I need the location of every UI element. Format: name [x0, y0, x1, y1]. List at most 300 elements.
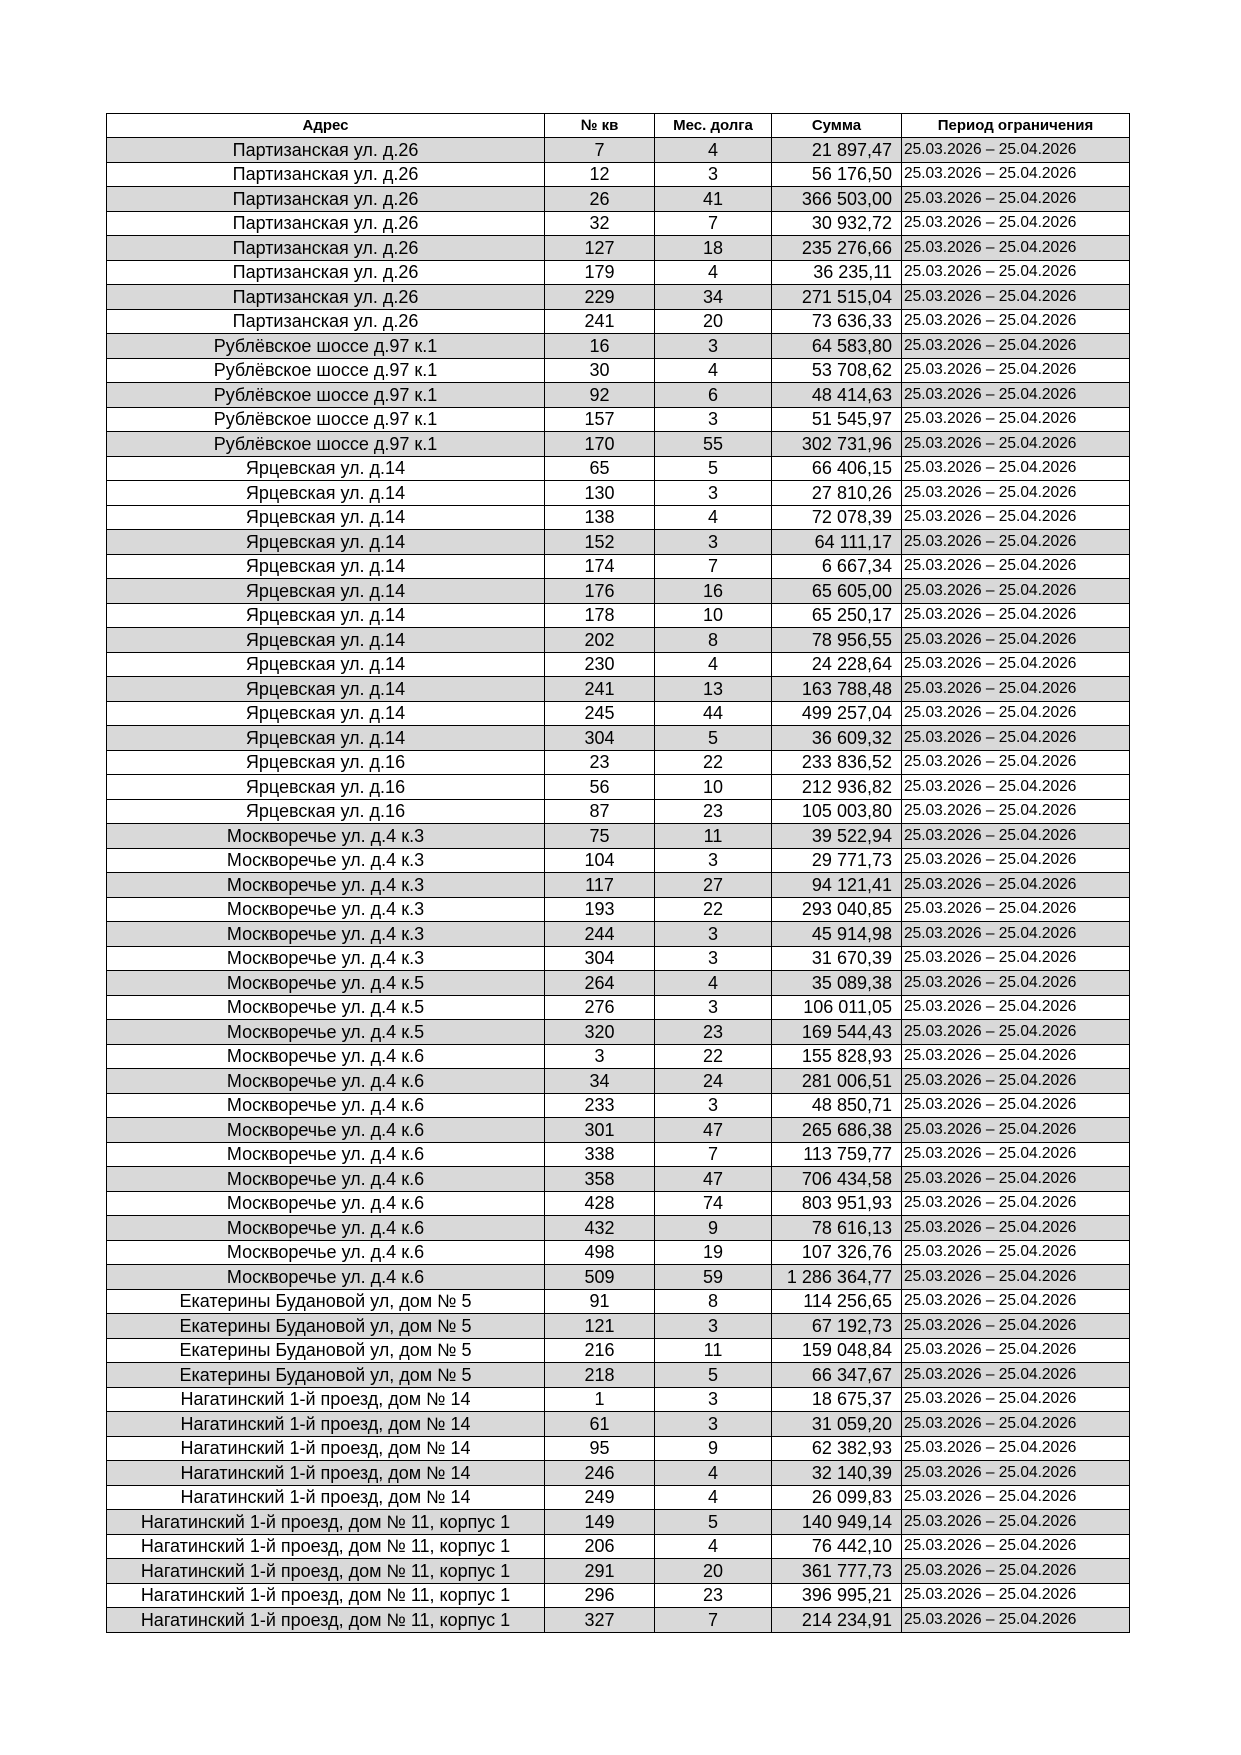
cell-address: Москворечье ул. д.4 к.5: [107, 1020, 545, 1045]
cell-period: 25.03.2026 – 25.04.2026: [902, 824, 1130, 849]
debt-table: [106, 113, 1130, 1633]
table-row: [107, 897, 1130, 922]
cell-amount: 803 951,93: [772, 1191, 902, 1216]
cell-apartment: 249: [545, 1485, 655, 1510]
table-row: [107, 1436, 1130, 1461]
cell-months: 3: [655, 407, 772, 432]
cell-apartment: 291: [545, 1559, 655, 1584]
cell-address: Партизанская ул. д.26: [107, 309, 545, 334]
cell-months: 44: [655, 701, 772, 726]
cell-address: Нагатинский 1-й проезд, дом № 14: [107, 1461, 545, 1486]
cell-amount: 62 382,93: [772, 1436, 902, 1461]
cell-address: Ярцевская ул. д.14: [107, 481, 545, 506]
cell-months: 22: [655, 897, 772, 922]
cell-address: Ярцевская ул. д.14: [107, 628, 545, 653]
cell-address: Партизанская ул. д.26: [107, 138, 545, 163]
cell-address: Москворечье ул. д.4 к.6: [107, 1069, 545, 1094]
header-months: Мес. долга: [655, 114, 772, 138]
cell-period: 25.03.2026 – 25.04.2026: [902, 1436, 1130, 1461]
table-row: [107, 334, 1130, 359]
cell-period: 25.03.2026 – 25.04.2026: [902, 1093, 1130, 1118]
cell-address: Ярцевская ул. д.14: [107, 554, 545, 579]
table-row: [107, 1534, 1130, 1559]
cell-amount: 105 003,80: [772, 799, 902, 824]
cell-months: 5: [655, 1510, 772, 1535]
header-amount: Сумма: [772, 114, 902, 138]
cell-apartment: 218: [545, 1363, 655, 1388]
table-row: [107, 1608, 1130, 1633]
table-row: [107, 1069, 1130, 1094]
cell-address: Ярцевская ул. д.14: [107, 652, 545, 677]
cell-period: 25.03.2026 – 25.04.2026: [902, 971, 1130, 996]
cell-months: 8: [655, 628, 772, 653]
header-period: Период ограничения: [902, 114, 1130, 138]
cell-apartment: 92: [545, 383, 655, 408]
cell-period: 25.03.2026 – 25.04.2026: [902, 1142, 1130, 1167]
cell-months: 7: [655, 1142, 772, 1167]
cell-address: Партизанская ул. д.26: [107, 187, 545, 212]
table-row: [107, 799, 1130, 824]
cell-address: Москворечье ул. д.4 к.6: [107, 1191, 545, 1216]
cell-apartment: 174: [545, 554, 655, 579]
cell-amount: 35 089,38: [772, 971, 902, 996]
cell-period: 25.03.2026 – 25.04.2026: [902, 334, 1130, 359]
cell-address: Ярцевская ул. д.14: [107, 726, 545, 751]
cell-months: 3: [655, 481, 772, 506]
cell-apartment: 12: [545, 162, 655, 187]
cell-amount: 281 006,51: [772, 1069, 902, 1094]
table-row: [107, 946, 1130, 971]
cell-apartment: 296: [545, 1583, 655, 1608]
cell-apartment: 241: [545, 309, 655, 334]
cell-months: 23: [655, 1020, 772, 1045]
table-row: [107, 1461, 1130, 1486]
table-row: [107, 530, 1130, 555]
cell-period: 25.03.2026 – 25.04.2026: [902, 1608, 1130, 1633]
table-row: [107, 138, 1130, 163]
cell-months: 8: [655, 1289, 772, 1314]
cell-address: Партизанская ул. д.26: [107, 236, 545, 261]
cell-apartment: 117: [545, 873, 655, 898]
cell-period: 25.03.2026 – 25.04.2026: [902, 750, 1130, 775]
cell-amount: 499 257,04: [772, 701, 902, 726]
cell-address: Москворечье ул. д.4 к.6: [107, 1265, 545, 1290]
cell-months: 3: [655, 946, 772, 971]
header-apartment: № кв: [545, 114, 655, 138]
cell-period: 25.03.2026 – 25.04.2026: [902, 187, 1130, 212]
cell-address: Ярцевская ул. д.14: [107, 505, 545, 530]
table-row: [107, 677, 1130, 702]
cell-apartment: 91: [545, 1289, 655, 1314]
cell-amount: 31 059,20: [772, 1412, 902, 1437]
cell-apartment: 7: [545, 138, 655, 163]
cell-address: Москворечье ул. д.4 к.3: [107, 824, 545, 849]
cell-address: Москворечье ул. д.4 к.6: [107, 1118, 545, 1143]
table-row: [107, 1240, 1130, 1265]
cell-address: Москворечье ул. д.4 к.3: [107, 922, 545, 947]
cell-amount: 31 670,39: [772, 946, 902, 971]
cell-period: 25.03.2026 – 25.04.2026: [902, 138, 1130, 163]
cell-amount: 64 583,80: [772, 334, 902, 359]
cell-amount: 113 759,77: [772, 1142, 902, 1167]
cell-period: 25.03.2026 – 25.04.2026: [902, 1265, 1130, 1290]
cell-amount: 65 250,17: [772, 603, 902, 628]
cell-period: 25.03.2026 – 25.04.2026: [902, 1485, 1130, 1510]
cell-apartment: 170: [545, 432, 655, 457]
cell-amount: 18 675,37: [772, 1387, 902, 1412]
cell-address: Москворечье ул. д.4 к.6: [107, 1142, 545, 1167]
cell-address: Нагатинский 1-й проезд, дом № 14: [107, 1412, 545, 1437]
table-row: [107, 922, 1130, 947]
table-row: [107, 162, 1130, 187]
table-row: [107, 309, 1130, 334]
cell-amount: 94 121,41: [772, 873, 902, 898]
cell-apartment: 509: [545, 1265, 655, 1290]
cell-period: 25.03.2026 – 25.04.2026: [902, 652, 1130, 677]
cell-amount: 48 850,71: [772, 1093, 902, 1118]
cell-period: 25.03.2026 – 25.04.2026: [902, 1510, 1130, 1535]
table-row: [107, 873, 1130, 898]
cell-period: 25.03.2026 – 25.04.2026: [902, 726, 1130, 751]
table-row: [107, 652, 1130, 677]
cell-address: Нагатинский 1-й проезд, дом № 11, корпус 1: [107, 1608, 545, 1633]
cell-amount: 361 777,73: [772, 1559, 902, 1584]
cell-address: Рублёвское шоссе д.97 к.1: [107, 358, 545, 383]
table-row: [107, 701, 1130, 726]
cell-period: 25.03.2026 – 25.04.2026: [902, 1338, 1130, 1363]
cell-period: 25.03.2026 – 25.04.2026: [902, 554, 1130, 579]
cell-apartment: 304: [545, 946, 655, 971]
cell-apartment: 26: [545, 187, 655, 212]
cell-amount: 106 011,05: [772, 995, 902, 1020]
cell-months: 4: [655, 260, 772, 285]
cell-apartment: 276: [545, 995, 655, 1020]
cell-amount: 78 956,55: [772, 628, 902, 653]
cell-amount: 27 810,26: [772, 481, 902, 506]
cell-address: Екатерины Будановой ул, дом № 5: [107, 1363, 545, 1388]
table-row: [107, 1363, 1130, 1388]
cell-apartment: 23: [545, 750, 655, 775]
cell-months: 24: [655, 1069, 772, 1094]
cell-amount: 706 434,58: [772, 1167, 902, 1192]
cell-months: 10: [655, 603, 772, 628]
cell-months: 41: [655, 187, 772, 212]
cell-amount: 21 897,47: [772, 138, 902, 163]
cell-apartment: 176: [545, 579, 655, 604]
cell-period: 25.03.2026 – 25.04.2026: [902, 456, 1130, 481]
table-row: [107, 1191, 1130, 1216]
cell-apartment: 87: [545, 799, 655, 824]
table-row: [107, 1583, 1130, 1608]
table-row: [107, 1142, 1130, 1167]
cell-address: Москворечье ул. д.4 к.3: [107, 848, 545, 873]
cell-apartment: 65: [545, 456, 655, 481]
cell-months: 4: [655, 971, 772, 996]
table-row: [107, 971, 1130, 996]
cell-months: 3: [655, 530, 772, 555]
cell-period: 25.03.2026 – 25.04.2026: [902, 775, 1130, 800]
cell-apartment: 127: [545, 236, 655, 261]
table-row: [107, 848, 1130, 873]
cell-address: Москворечье ул. д.4 к.3: [107, 897, 545, 922]
cell-months: 5: [655, 1363, 772, 1388]
cell-months: 3: [655, 995, 772, 1020]
cell-months: 11: [655, 1338, 772, 1363]
cell-period: 25.03.2026 – 25.04.2026: [902, 1167, 1130, 1192]
cell-amount: 64 111,17: [772, 530, 902, 555]
cell-months: 4: [655, 1534, 772, 1559]
cell-amount: 212 936,82: [772, 775, 902, 800]
cell-months: 3: [655, 848, 772, 873]
cell-amount: 214 234,91: [772, 1608, 902, 1633]
cell-apartment: 432: [545, 1216, 655, 1241]
cell-apartment: 264: [545, 971, 655, 996]
cell-months: 4: [655, 652, 772, 677]
cell-period: 25.03.2026 – 25.04.2026: [902, 407, 1130, 432]
cell-period: 25.03.2026 – 25.04.2026: [902, 848, 1130, 873]
cell-months: 27: [655, 873, 772, 898]
cell-address: Рублёвское шоссе д.97 к.1: [107, 383, 545, 408]
table-row: [107, 211, 1130, 236]
cell-months: 18: [655, 236, 772, 261]
cell-months: 13: [655, 677, 772, 702]
table-row: [107, 1412, 1130, 1437]
cell-apartment: 320: [545, 1020, 655, 1045]
cell-months: 7: [655, 554, 772, 579]
cell-months: 7: [655, 211, 772, 236]
cell-address: Ярцевская ул. д.16: [107, 775, 545, 800]
cell-apartment: 230: [545, 652, 655, 677]
cell-period: 25.03.2026 – 25.04.2026: [902, 1583, 1130, 1608]
table-row: [107, 236, 1130, 261]
cell-amount: 6 667,34: [772, 554, 902, 579]
cell-apartment: 428: [545, 1191, 655, 1216]
cell-period: 25.03.2026 – 25.04.2026: [902, 1534, 1130, 1559]
table-row: [107, 432, 1130, 457]
table-row: [107, 1510, 1130, 1535]
cell-address: Партизанская ул. д.26: [107, 260, 545, 285]
cell-address: Москворечье ул. д.4 к.6: [107, 1093, 545, 1118]
cell-months: 9: [655, 1216, 772, 1241]
cell-address: Ярцевская ул. д.16: [107, 750, 545, 775]
cell-period: 25.03.2026 – 25.04.2026: [902, 1412, 1130, 1437]
cell-amount: 32 140,39: [772, 1461, 902, 1486]
cell-period: 25.03.2026 – 25.04.2026: [902, 1020, 1130, 1045]
cell-period: 25.03.2026 – 25.04.2026: [902, 603, 1130, 628]
cell-period: 25.03.2026 – 25.04.2026: [902, 481, 1130, 506]
table-row: [107, 285, 1130, 310]
table-row: [107, 1167, 1130, 1192]
cell-address: Москворечье ул. д.4 к.5: [107, 971, 545, 996]
table-row: [107, 603, 1130, 628]
table-row: [107, 554, 1130, 579]
cell-apartment: 179: [545, 260, 655, 285]
cell-address: Москворечье ул. д.4 к.6: [107, 1167, 545, 1192]
cell-apartment: 157: [545, 407, 655, 432]
cell-address: Москворечье ул. д.4 к.5: [107, 995, 545, 1020]
cell-address: Ярцевская ул. д.14: [107, 677, 545, 702]
cell-period: 25.03.2026 – 25.04.2026: [902, 579, 1130, 604]
cell-months: 22: [655, 750, 772, 775]
cell-period: 25.03.2026 – 25.04.2026: [902, 1118, 1130, 1143]
cell-amount: 107 326,76: [772, 1240, 902, 1265]
cell-period: 25.03.2026 – 25.04.2026: [902, 1461, 1130, 1486]
cell-period: 25.03.2026 – 25.04.2026: [902, 1363, 1130, 1388]
cell-address: Нагатинский 1-й проезд, дом № 11, корпус 1: [107, 1583, 545, 1608]
table-row: [107, 358, 1130, 383]
cell-address: Нагатинский 1-й проезд, дом № 14: [107, 1436, 545, 1461]
table-row: [107, 1093, 1130, 1118]
cell-months: 4: [655, 505, 772, 530]
cell-amount: 159 048,84: [772, 1338, 902, 1363]
cell-apartment: 301: [545, 1118, 655, 1143]
header-address: Адрес: [107, 114, 545, 138]
cell-apartment: 152: [545, 530, 655, 555]
table-row: [107, 456, 1130, 481]
table-row: [107, 579, 1130, 604]
cell-months: 3: [655, 1412, 772, 1437]
cell-address: Екатерины Будановой ул, дом № 5: [107, 1289, 545, 1314]
cell-apartment: 202: [545, 628, 655, 653]
cell-months: 3: [655, 334, 772, 359]
cell-address: Рублёвское шоссе д.97 к.1: [107, 334, 545, 359]
cell-apartment: 104: [545, 848, 655, 873]
cell-period: 25.03.2026 – 25.04.2026: [902, 1191, 1130, 1216]
table-row: [107, 1338, 1130, 1363]
cell-address: Ярцевская ул. д.16: [107, 799, 545, 824]
cell-months: 6: [655, 383, 772, 408]
cell-amount: 76 442,10: [772, 1534, 902, 1559]
table-row: [107, 824, 1130, 849]
cell-period: 25.03.2026 – 25.04.2026: [902, 285, 1130, 310]
cell-months: 20: [655, 309, 772, 334]
cell-address: Москворечье ул. д.4 к.6: [107, 1240, 545, 1265]
cell-apartment: 193: [545, 897, 655, 922]
cell-address: Ярцевская ул. д.14: [107, 701, 545, 726]
table-row: [107, 1118, 1130, 1143]
cell-period: 25.03.2026 – 25.04.2026: [902, 383, 1130, 408]
cell-months: 74: [655, 1191, 772, 1216]
cell-months: 10: [655, 775, 772, 800]
cell-address: Нагатинский 1-й проезд, дом № 11, корпус 1: [107, 1534, 545, 1559]
cell-period: 25.03.2026 – 25.04.2026: [902, 1559, 1130, 1584]
table-row: [107, 187, 1130, 212]
cell-months: 47: [655, 1118, 772, 1143]
table-row: [107, 1265, 1130, 1290]
cell-apartment: 498: [545, 1240, 655, 1265]
cell-amount: 366 503,00: [772, 187, 902, 212]
cell-months: 9: [655, 1436, 772, 1461]
cell-amount: 1 286 364,77: [772, 1265, 902, 1290]
cell-apartment: 138: [545, 505, 655, 530]
cell-period: 25.03.2026 – 25.04.2026: [902, 260, 1130, 285]
table-body: [107, 138, 1130, 1633]
cell-address: Москворечье ул. д.4 к.6: [107, 1044, 545, 1069]
cell-period: 25.03.2026 – 25.04.2026: [902, 1314, 1130, 1339]
cell-period: 25.03.2026 – 25.04.2026: [902, 505, 1130, 530]
cell-apartment: 244: [545, 922, 655, 947]
table-row: [107, 260, 1130, 285]
cell-period: 25.03.2026 – 25.04.2026: [902, 873, 1130, 898]
cell-months: 20: [655, 1559, 772, 1584]
table-row: [107, 383, 1130, 408]
cell-period: 25.03.2026 – 25.04.2026: [902, 922, 1130, 947]
cell-apartment: 56: [545, 775, 655, 800]
cell-amount: 66 406,15: [772, 456, 902, 481]
cell-amount: 30 932,72: [772, 211, 902, 236]
cell-address: Нагатинский 1-й проезд, дом № 14: [107, 1387, 545, 1412]
table-row: [107, 1485, 1130, 1510]
cell-amount: 73 636,33: [772, 309, 902, 334]
cell-months: 3: [655, 1387, 772, 1412]
cell-address: Москворечье ул. д.4 к.3: [107, 873, 545, 898]
cell-amount: 56 176,50: [772, 162, 902, 187]
cell-amount: 39 522,94: [772, 824, 902, 849]
cell-period: 25.03.2026 – 25.04.2026: [902, 677, 1130, 702]
cell-months: 5: [655, 726, 772, 751]
cell-amount: 26 099,83: [772, 1485, 902, 1510]
table-row: [107, 1044, 1130, 1069]
cell-address: Нагатинский 1-й проезд, дом № 11, корпус 1: [107, 1559, 545, 1584]
cell-period: 25.03.2026 – 25.04.2026: [902, 946, 1130, 971]
cell-months: 3: [655, 1314, 772, 1339]
cell-address: Рублёвское шоссе д.97 к.1: [107, 432, 545, 457]
table-header-row: [107, 114, 1130, 138]
cell-apartment: 75: [545, 824, 655, 849]
cell-months: 23: [655, 1583, 772, 1608]
cell-address: Нагатинский 1-й проезд, дом № 14: [107, 1485, 545, 1510]
cell-amount: 48 414,63: [772, 383, 902, 408]
table-row: [107, 1559, 1130, 1584]
cell-period: 25.03.2026 – 25.04.2026: [902, 211, 1130, 236]
cell-months: 19: [655, 1240, 772, 1265]
cell-amount: 65 605,00: [772, 579, 902, 604]
cell-months: 16: [655, 579, 772, 604]
cell-period: 25.03.2026 – 25.04.2026: [902, 701, 1130, 726]
cell-months: 3: [655, 1093, 772, 1118]
cell-address: Ярцевская ул. д.14: [107, 530, 545, 555]
cell-months: 5: [655, 456, 772, 481]
cell-apartment: 3: [545, 1044, 655, 1069]
cell-address: Партизанская ул. д.26: [107, 285, 545, 310]
cell-period: 25.03.2026 – 25.04.2026: [902, 236, 1130, 261]
cell-months: 4: [655, 358, 772, 383]
cell-months: 22: [655, 1044, 772, 1069]
cell-amount: 51 545,97: [772, 407, 902, 432]
table-row: [107, 1289, 1130, 1314]
cell-amount: 29 771,73: [772, 848, 902, 873]
cell-apartment: 95: [545, 1436, 655, 1461]
table-row: [107, 726, 1130, 751]
cell-apartment: 149: [545, 1510, 655, 1535]
cell-amount: 67 192,73: [772, 1314, 902, 1339]
cell-amount: 53 708,62: [772, 358, 902, 383]
cell-amount: 169 544,43: [772, 1020, 902, 1045]
table-row: [107, 1387, 1130, 1412]
cell-months: 34: [655, 285, 772, 310]
cell-amount: 163 788,48: [772, 677, 902, 702]
table-row: [107, 995, 1130, 1020]
cell-months: 4: [655, 1485, 772, 1510]
cell-apartment: 245: [545, 701, 655, 726]
cell-months: 55: [655, 432, 772, 457]
cell-months: 11: [655, 824, 772, 849]
table-row: [107, 481, 1130, 506]
cell-amount: 45 914,98: [772, 922, 902, 947]
cell-amount: 24 228,64: [772, 652, 902, 677]
cell-apartment: 304: [545, 726, 655, 751]
cell-months: 3: [655, 922, 772, 947]
